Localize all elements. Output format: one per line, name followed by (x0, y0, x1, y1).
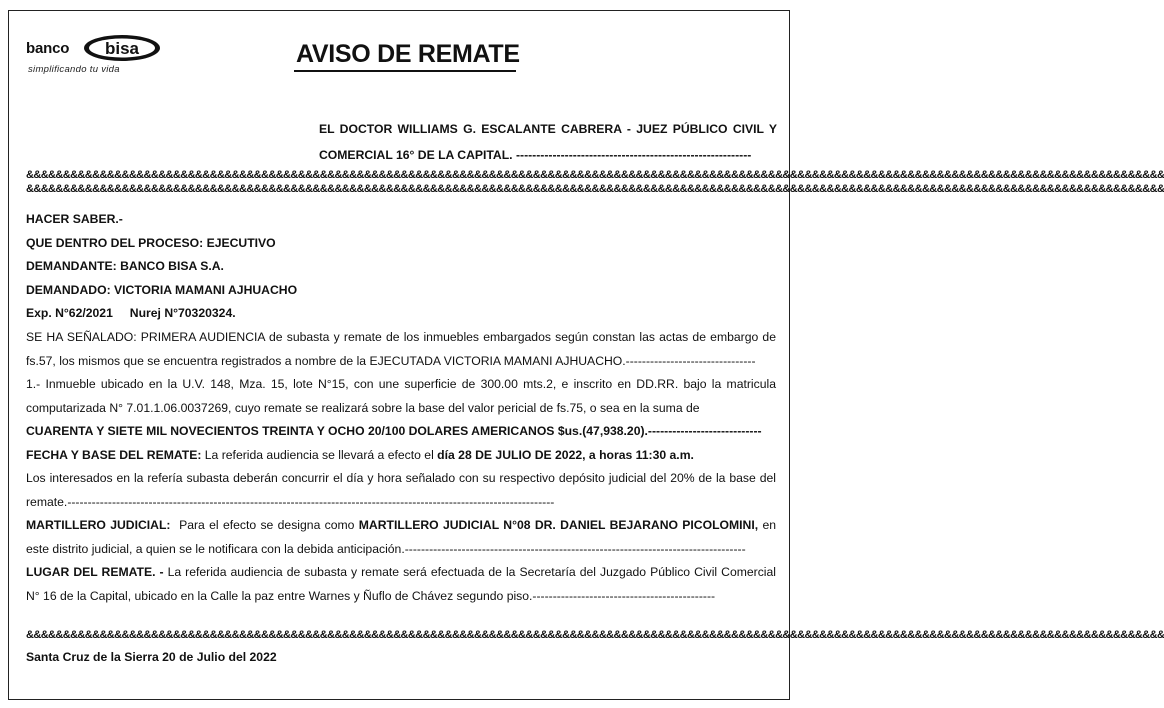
notice-body (26, 208, 776, 608)
paragraph-inmueble: 1.- Inmueble ubicado en la U.V. 148, Mza. 15, lote N°15, con une superficie de 300.00 mts.2, e inscrito en DD.RR. bajo la matricula computarizada N° 7.01.1.06.0037269, cuyo remate se realizará sobre la base del valor pericial de fs.75, o sea en la suma de (26, 376, 776, 415)
demandante-line: DEMANDANTE: BANCO BISA S.A. (26, 259, 224, 274)
paragraph-monto: CUARENTA Y SIETE MIL NOVECIENTOS TREINTA Y OCHO 20/100 DOLARES AMERICANOS $us.(47,938.20).---------------------------- (26, 424, 762, 439)
title-underline (294, 70, 516, 72)
signature-date: Santa Cruz de la Sierra 20 de Julio del 2022 (26, 650, 277, 664)
proceso-line: QUE DENTRO DEL PROCESO: EJECUTIVO (26, 235, 276, 250)
paragraph-fecha (26, 444, 776, 468)
lugar-text: La referida audiencia de subasta y remate será efectuada de la Secretaría del Juzgado Público Civil Comercial N° 16 de la Capital, ubicado en la Calle la paz entre Warnes y Ñuflo de Chávez segundo piso.--------------------------------------------- (26, 565, 776, 603)
fecha-label: FECHA Y BASE DEL REMATE: (26, 447, 202, 462)
martillero-label: MARTILLERO JUDICIAL: (26, 518, 171, 533)
paragraph-interesados: Los interesados en la refería subasta deberán concurrir el día y hora señalado con su respectivo depósito judicial del 20% de la base del remate.------------------------------------------------------------------------------------------------------------------------ (26, 471, 776, 509)
logo-word: banco (26, 40, 70, 57)
demandado-line: DEMANDADO: VICTORIA MAMANI AJHUACHO (26, 282, 298, 297)
banco-bisa-logo (26, 34, 146, 80)
logo-tagline: simplificando tu vida (28, 64, 120, 75)
lugar-label: LUGAR DEL REMATE. - (26, 565, 164, 580)
paragraph-audiencia: SE HA SEÑALADO: PRIMERA AUDIENCIA de subasta y remate de los inmuebles embargados según constan las actas de embargo de fs.57, los mismos que se encuentra registrados a nombre de la EJECUTADA VICTORIA MAMANI AJHUACHO.-------------------------------- (26, 329, 776, 368)
fecha-text: La referida audiencia se llevará a efecto el (201, 447, 438, 462)
expediente-line: Exp. N°62/2021 Nurej N°70320324. (26, 306, 236, 321)
separator-line: &&&&&&&&&&&&&&&&&&&&&&&&&&&&&&&&&&&&&&&&&&&&&&&&&&&&&&&&&&&&&&&&&&&&&&&&&&&&&&&&&&&&&&&&&&&&&&&&&&&&&&&&&&&&&&&&&&&&&&&&&&&&&&&&&&&&&&&&&&&&&&&&&&&&&&&&&&& (26, 629, 1164, 641)
separator-line: &&&&&&&&&&&&&&&&&&&&&&&&&&&&&&&&&&&&&&&&&&&&&&&&&&&&&&&&&&&&&&&&&&&&&&&&&&&&&&&&&&&&&&&&&&&&&&&&&&&&&&&&&&&&&&&&&&&&&&&&&&&&&&&&&&&&&&&&&&&&&&&&&&&&&&&&&&& (26, 169, 1164, 181)
svg-text:bisa: bisa (104, 39, 140, 58)
page-title: AVISO DE REMATE (296, 40, 520, 68)
separator-line: &&&&&&&&&&&&&&&&&&&&&&&&&&&&&&&&&&&&&&&&&&&&&&&&&&&&&&&&&&&&&&&&&&&&&&&&&&&&&&&&&&&&&&&&&&&&&&&&&&&&&&&&&&&&&&&&&&&&&&&&&&&&&&&&&&&&&&&&&&&&&&&&&&&&&&&&&&& (26, 183, 1164, 195)
paragraph-lugar (26, 561, 776, 608)
judge-heading: EL DOCTOR WILLIAMS G. ESCALANTE CABRERA - JUEZ PÚBLICO CIVIL Y COMERCIAL 16° DE LA CAPITAL. ---------------------------------------------------------- (319, 122, 777, 162)
martillero-text-2: en este distrito judicial, a quien se le notificara con la debida anticipación.------------------------------------------------------------------------------------ (26, 518, 776, 556)
fecha-date: día 28 DE JULIO DE 2022, a horas 11:30 a.m. (437, 447, 694, 462)
hacer-saber: HACER SABER.- (26, 212, 123, 226)
martillero-text: Para el efecto se designa como (170, 518, 359, 533)
paragraph-martillero (26, 514, 776, 561)
bisa-logo-icon (82, 34, 162, 62)
martillero-name: MARTILLERO JUDICIAL N°08 DR. DANIEL BEJARANO PICOLOMINI, (358, 518, 759, 533)
